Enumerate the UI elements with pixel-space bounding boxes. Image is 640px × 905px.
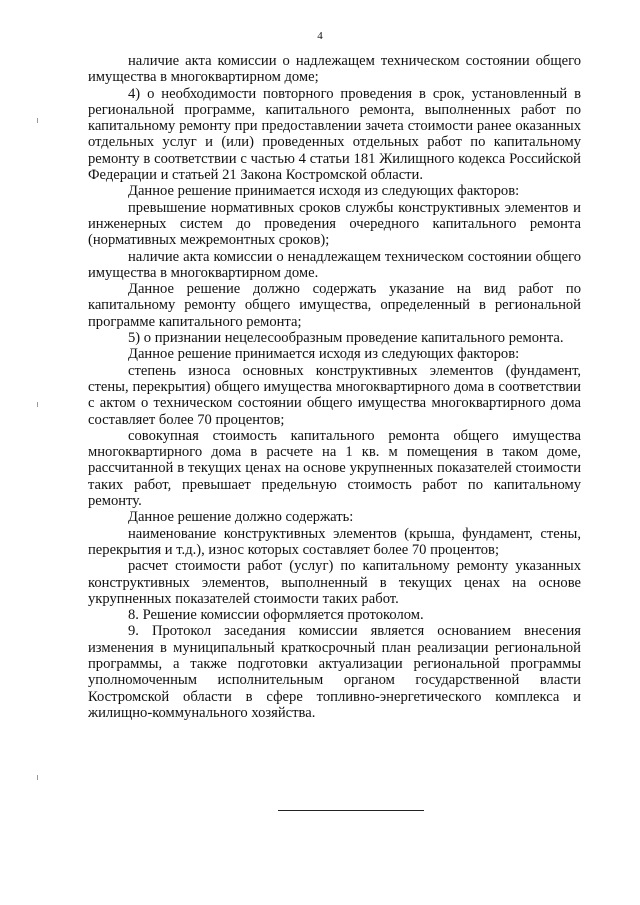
paragraph: степень износа основных конструктивных элементов (фундамент, стены, перекрытия) общего имущества многоквартирного дома в соответствии с актом о техническом состоянии общего имущества многоквартирного дома составляет более 70 процентов; [88, 362, 581, 428]
paragraph: Данное решение должно содержать указание на вид работ по капитальному ремонту общего имущества, определенный в региональной программе капитального ремонта; [88, 281, 581, 330]
paragraph: Данное решение принимается исходя из следующих факторов: [128, 183, 520, 200]
paragraph: превышение нормативных сроков службы конструктивных элементов и инженерных систем до проведения очередного капитального ремонта (нормативных межремонтных сроков); [88, 199, 581, 249]
scan-artifact [37, 775, 38, 780]
closing-rule [278, 810, 424, 811]
paragraph: наименование конструктивных элементов (крыша, фундамент, стены, перекрытия и т.д.), износ которых составляет более 70 процентов; [88, 525, 581, 558]
paragraph: 8. Решение комиссии оформляется протоколом. [128, 607, 424, 624]
page-number: 4 [317, 30, 323, 42]
paragraph: Данное решение должно содержать: [128, 509, 354, 526]
paragraph: наличие акта комиссии о ненадлежащем техническом состоянии общего имущества в многоквартирном доме. [88, 248, 581, 281]
paragraph: наличие акта комиссии о надлежащем техническом состоянии общего имущества в многоквартирном доме; [88, 53, 581, 86]
scan-artifact [37, 118, 38, 123]
paragraph: совокупная стоимость капитального ремонта общего имущества многоквартирного дома в расчете на 1 кв. м помещения в таком доме, рассчитанной в текущих ценах на основе укрупненных показателей стоимости таких работ, превышает предельную стоимость работ по капитальному ремонту. [88, 427, 581, 510]
scan-artifact [37, 402, 38, 407]
document-body [88, 53, 581, 721]
paragraph: расчет стоимости работ (услуг) по капитальному ремонту указанных конструктивных элементов, выполненный в текущих ценах на основе укрупненных показателей стоимости таких работ. [88, 558, 581, 607]
paragraph: Данное решение принимается исходя из следующих факторов: [128, 346, 520, 363]
paragraph: 9. Протокол заседания комиссии является основанием внесения изменения в муниципальный краткосрочный план реализации региональной программы, а также подготовки актуализации региональной программы уполномоченным исполнительным органом государственной власти Костромской области в сфере топливно-энергетического комплекса и жилищно-коммунального хозяйства. [88, 623, 581, 721]
paragraph: 4) о необходимости повторного проведения в срок, установленный в региональной программе, капитального ремонта, выполненных работ по капитальному ремонту при предоставлении зачета стоимости ранее оказанных отдельных услуг и (или) проведенных отдельных работ по капитальному ремонту в соответствии с частью 4 статьи 181 Жилищного кодекса Российской Федерации и статьей 21 Закона Костромской области. [88, 85, 581, 184]
paragraph: 5) о признании нецелесообразным проведение капитального ремонта. [128, 330, 564, 347]
